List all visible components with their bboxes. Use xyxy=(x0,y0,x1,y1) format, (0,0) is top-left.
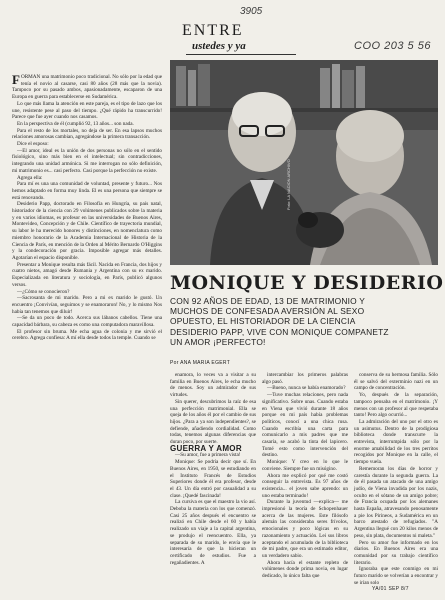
paragraph: —Bueno, nunca se había enamorado? xyxy=(267,385,346,392)
paragraph: Lo que más llama la atención en este pareja, es el tipo de lazo que los une, resistente pese al paso del tiempo. ¿Qué rápido ha transcurrido! Parece que fue ayer cuando nos casamos. xyxy=(12,100,162,121)
section-tagline: ustedes y ya xyxy=(192,40,246,52)
deck-line: UN AMOR ¡PERFECTO! xyxy=(170,336,266,347)
deck-line: DESIDERIO PAPP, VIVE CON MONIQUE COMPANETZ xyxy=(170,326,389,337)
paragraph: enamora, lo veces va a visitar a su familia en Buenos Aires, le echa mucho de menos. Soy un admirador de sus virtudes. xyxy=(170,372,256,399)
paragraph: En la perspectiva de él (cumplió 92, 13 años... son nada. xyxy=(17,120,134,127)
couple-photo-illustration xyxy=(170,60,438,265)
paragraph: Pero su amor fue informado en los diarios. En Buenos Aires era una comunidad por su trabajo científico literario. xyxy=(354,539,438,566)
subheading: GUERRA Y AMOR xyxy=(170,443,242,453)
article-column-4 xyxy=(354,372,438,586)
paragraph: Yo, después de la separación, tampoco pensaba en el matrimonio. ¡Y menos con un profesor al que respetaba tanto! Pero algo ocurrió... xyxy=(354,392,438,419)
article-column-2 xyxy=(170,372,256,582)
paragraph: intercambiar los primeros palabras algo pasó. xyxy=(262,372,348,385)
paragraph: —Se da un poco de todo. Acerca sus lábanos cabellos. Tiene una capacidad bárbara, su cabeza es como una computadora maravillosa. xyxy=(12,315,162,329)
paragraph: Para el resto de los mortales, no deja de ser. En esa lapsos muchos relaciones amorosas cambian, agregándose la primera transacción. xyxy=(12,127,162,141)
section-rule xyxy=(186,54,296,55)
paragraph: Agrega ella: xyxy=(17,174,43,181)
paragraph: Rememoran los días de horror y carestía durante la segunda guerra. La de él pasada un atacado de una amigo judío, de Viena invadida por los nazis, oculto en el sótano de un amigo pobre; de Francia ocupada por los alemanes hasta España, atravesando penosamente a pie los Pirineos, a Sudamérica en un barco atestado de refugiados. "A Argentina llegué con 20 kilos menos de peso, sin plata, documentos ni maleta." xyxy=(354,465,438,539)
paragraph: Monique: Y creo en lo que le conviene. Siempre fue un misógino. xyxy=(262,459,348,472)
paragraph: —Sacrosanta de mi marido. Pero a mi ex marido le gustó. Un encuentro ¡Convivían, seguimos y se enamoraron! No, y lo mismo Nos había tan tenemos que diluir! xyxy=(12,295,162,315)
paragraph: FORMAN una matrimonio poco tradicional. No sólo por la edad que tenía el novio al casarse, casi 80 años (28 más que la novia). Tampoco por su pasado ambos, apasionadamente, escaparon de una Europa en guerra para establecerse en Sudamérica. xyxy=(12,72,162,101)
paragraph: Ahora hacía el estante repleto de volúmenes donde prima novia, en lugar dedicado, lo único falta que xyxy=(262,559,348,580)
paragraph: Ignoraba que este conmigo en mi futuro marido se volverían a encontrar y se irían solo xyxy=(354,566,438,586)
section-title: ENTRE xyxy=(182,22,244,39)
paragraph: El profesor sin bruma. Me echa agua de colonia y me sirvió el cerebro. Agrega confiesa: A mí ella desde todos la temple. Cuando se xyxy=(12,328,162,342)
couple-photo xyxy=(170,60,438,265)
paragraph: Sin querer, descubrimos la raíz de esa una perfección matrimonial. Ella se queja de los años él por el cambio de sus hijos. ¿Para a ya son independientes?, se defiende, añadiendo cordialidad. Como todas, tenemos algunas diferencias que duran poco, por suerte. xyxy=(170,398,256,446)
article-column-3 xyxy=(262,372,348,582)
paragraph: Dice el esposo: xyxy=(17,141,49,148)
paragraph: Presentar a Monique resulta más fácil. Nacida en Francia, dos hijos y cuatro nietos, amagó desde Rumania y Argentina con su ex marido. Especializada en literatura y sociología, en París, publicó algunos versos. xyxy=(12,261,162,288)
paragraph: Monique: Se podría decir que sí. En Buenos Aires, en 1950, se estudiando en el Instituto Francés de Estudios Superiores donde él era profesor, desde el 43. Un día entró por casualidad a su clase. ¡Quedé fascinada! xyxy=(170,459,256,499)
article-column-1 xyxy=(12,74,162,592)
article-deck xyxy=(170,296,438,347)
paragraph: Ahora me explicó por qué me costó conseguir la entrevista. Es 97 años de existencia... el joven sabe aprendo: un uno estaba terminado! xyxy=(262,472,348,499)
paragraph: Desiderio Papp, doctorado en Filosofía en Hungría, su país natal, historiador de la ciencia con 29 volúmenes publicados sobre la materia y en varios idiomas, es profesor en las universidades de Buenos Aires, Montevideo, Concepción y de Chile. Científico de trayectoria mundial, su labor le ha merecido honores y distinciones, en nomenclatura como miembro honorario de la Academia Internacional de Historia de la Ciencia de París, en mención de la Orden al Mérito Bernardo O'Higgins y la condecoración por gracia. Imposible agregar más detalles. Agotarían el espacio disponible. xyxy=(12,201,162,261)
handwritten-code: COO 203 5 56 xyxy=(354,40,431,52)
paragraph: —El amor, ideal es la unión de dos personas no sólo en el sentido fisiológico, sino más bien en el intelectual; sin contradicciones, integrando una unidad armónica. Si me interrogan no sólo definición, mi matrimonio es... casi perfecto. Casi porque la perfección no existe. xyxy=(12,147,162,174)
paragraph: —Su amor, fue a primera vista! xyxy=(175,452,241,459)
paragraph: —Tuve muchas relaciones, pero nada significativo. Sobre unas. Cuando estaba en Viena que vivió durante 18 años porque en mi país había problemas políticos, conocí a una chica rusa. Cuando escribía una carta para comunicarlo a mis padres que me casaría, se acabó la tinta del lapicero. Tomé esto como intervención del destino. xyxy=(262,392,348,459)
paragraph: La cursiva es que el maestro la vio así. Deboba la materia con los que comenzó. Casi 25 años después el encuentro se realizó en Chile desde el 60 y había realizado un viaje a la capital argentina, se produjo el reencuentro. Ella, ya separada de su marido, le envía que le interesaría de que la hicieran un certificado de estudios. Fue a regañadientes. A xyxy=(170,499,256,566)
drop-cap: F xyxy=(12,72,20,87)
handwritten-note-top: 3905 xyxy=(240,6,263,17)
paragraph: Para mí es una una comunidad de voluntad, presente y futuro... Nos hemos adaptado en forma muy linda. El es una persona que siempre se está renovando. xyxy=(12,181,162,201)
photo-credit: Foto: LA NACION ARCHIVO xyxy=(286,159,291,210)
deck-line: CON 92 AÑOS DE EDAD, 13 DE MATRIMONIO Y xyxy=(170,296,366,306)
deck-line: OPUESTO, EL HISTORIADOR DE LA CIENCIA xyxy=(170,316,356,327)
page-footer: YA/01 SEP 8/7 xyxy=(372,586,409,592)
article-byline: Por ANA MARIA EGERT xyxy=(170,360,231,366)
paragraph: —¿Cómo se conocieron? xyxy=(17,288,70,295)
paragraph: conserva de su hermosa familia. Sólo él se salvó del exterminio nazi en un campo de concentración. xyxy=(354,372,438,392)
deck-line: MUCHOS DE CONFESADA AVERSIÓN AL SEXO xyxy=(170,306,365,317)
paragraph: Durante la juventud —explica— me impresionó la teoría de Schopenhauer acerca de las mujeres. Este filósofo alemán las consideraba seres frívolos, emocionales y poco lógicas en su razonamiento y actuación. Lei sus libros aceptando el acumulado de la biblioteca de mi padre, que era un estimado editor, un verdadero sabio. xyxy=(262,499,348,559)
paragraph: La admiración del uno por el otro es un asimutus. Dentro de la prodigiosa biblioteca donde transcurre la entrevista, interrumpida sólo por la enorme amabilidad de los tres perritos recogidos por Monique en la calle, el tiempo vuela. xyxy=(354,418,438,466)
article-headline: MONIQUE Y DESIDERIO xyxy=(170,272,444,294)
